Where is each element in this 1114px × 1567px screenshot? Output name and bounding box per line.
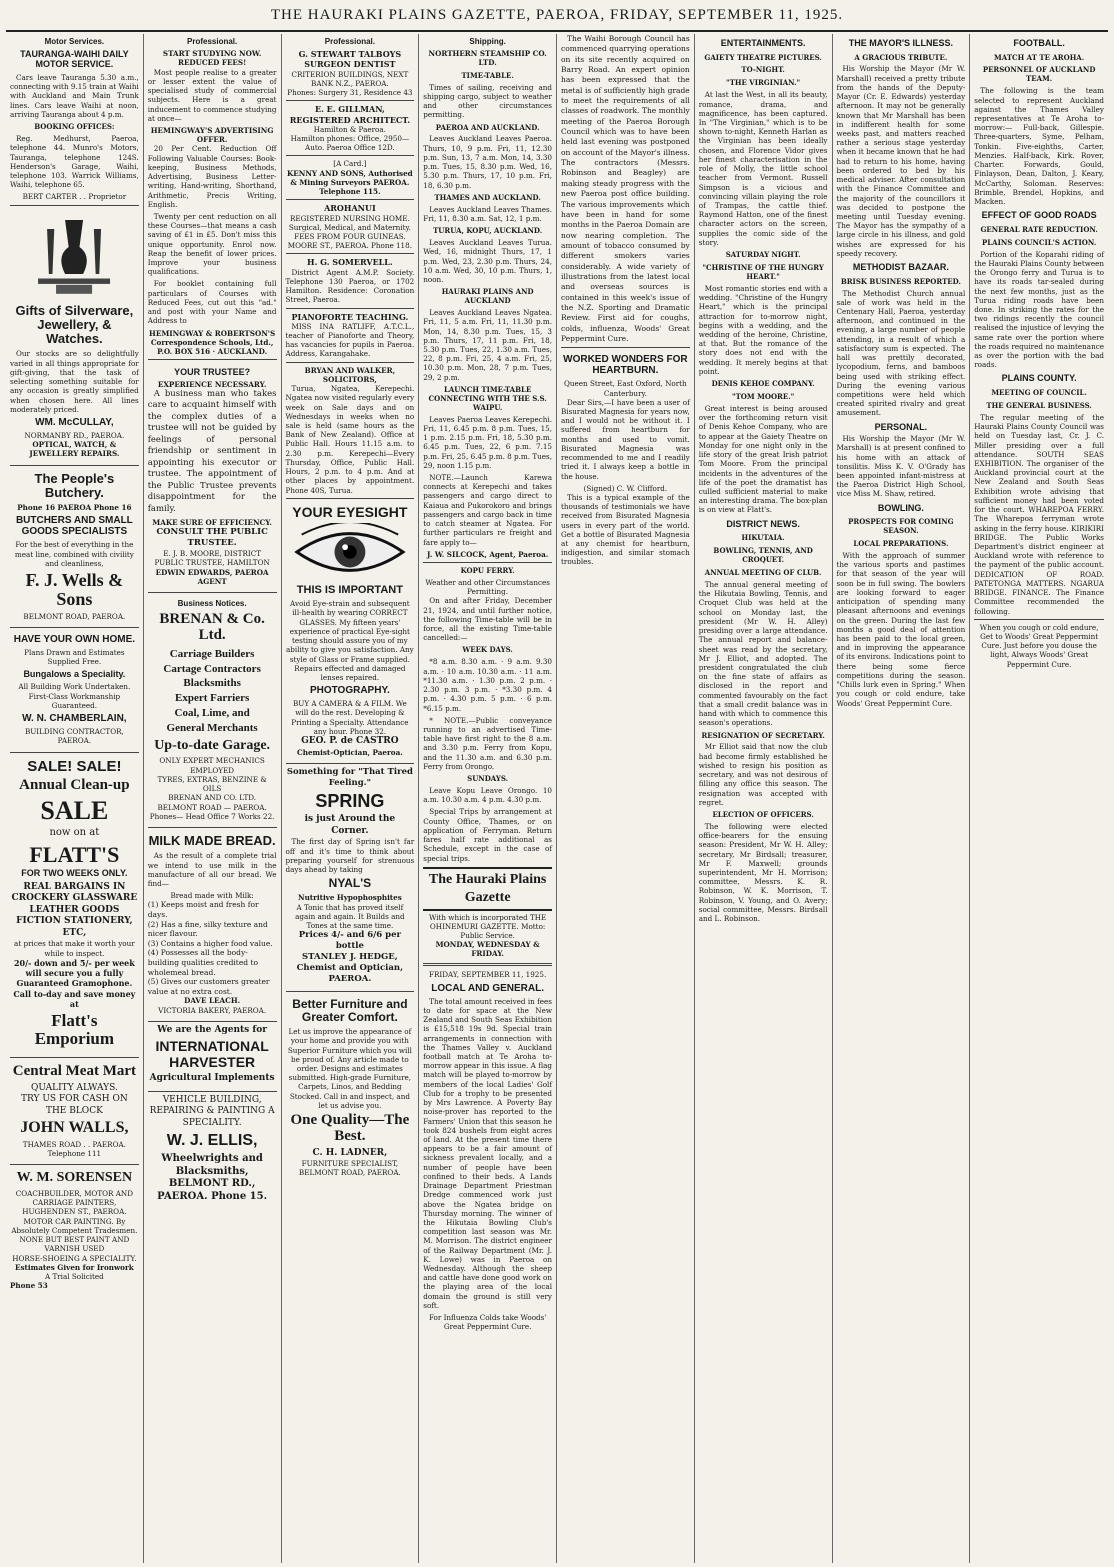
route-title: TURUA, KOPU, AUCKLAND. xyxy=(433,226,543,236)
ad-title: START STUDYING NOW. REDUCED FEES! xyxy=(162,49,262,68)
spring-tonic-ad xyxy=(286,763,415,988)
article-body: The regular meeting of the Hauraki Plains County Council was held on Tuesday last, Cr. J. C. Miller presiding over a full attendance. SOUTH SEAS EXHIBITION. The organiser of the Auckland provincial court at the New Zealand and South Seas Exhibition wrote advising that sufficient money had been voted for the court. WHAREPOA FERRY. The Wharepoa ferryman wrote asking in the ferry house. KIRIKIRI BRIDGE. The Public Works Department's district engineer at Auckland wrote with reference to the payment of the public account. DEDICATION OF ROAD. PATETONGA MATTERS. NGARUA BRIDGE. FINANCE. The Finance Committee recommended the following. xyxy=(974,412,1104,616)
ferry-text: On and after Friday, December 21, 1924, and until further notice, the following Time-table will be in force, all the existing Time-table cancelled:— xyxy=(423,596,552,643)
article-subheading: LOCAL PREPARATIONS. xyxy=(853,539,949,549)
ad-phone: Telephone 111 xyxy=(47,1149,102,1159)
article-subheading: ELECTION OF OFFICERS. xyxy=(712,809,814,819)
brenan-item: Blacksmiths xyxy=(183,677,241,690)
ferry-title: KOPU FERRY. xyxy=(460,566,515,575)
sale-ad xyxy=(10,752,139,1054)
ad-business-name: Flatt's Emporium xyxy=(34,1011,115,1048)
column-1 xyxy=(6,34,144,1563)
brenan-item: Expert Farriers xyxy=(175,692,250,705)
route-times: Leaves Auckland Leaves Turua. Wed, 16, midnight Thurs, 17, 1 p.m. Wed, 23, 2.30 p.m. Thurs, 24, 10 a.m. Wed, 30, 10 p.m. Thurs, 1, noon. xyxy=(423,238,552,284)
ferry-note: Special Trips by arrangement at County Office, Thames, or on application of Ferryman. Return fares half rate additional as Schedule, except in the case of special trips. xyxy=(423,807,552,863)
ad-slogan: One Quality—The Best. xyxy=(290,1112,410,1144)
article-body: With the approach of summer the various sports and pastimes for that season of the year will soon be in full swing. The bowlers are looking forward to eager anticipation of spending many pleasant afternoons and evenings on the green. During the last few months a good deal of attention has been paid to the local green, and in improving the appearance of its environs. Indications point to there being some fierce competitions during the season. "Chills lurk even in Spring." When you cough or cold endure, take Woods' Great Peppermint Cure. xyxy=(836,551,966,708)
silverware-illustration-icon xyxy=(29,211,119,301)
ad-text: HORSE-SHOEING A SPECIALITY. xyxy=(12,1253,137,1263)
ad-address: BRENAN AND CO. LTD. BELMONT ROAD — PAEROA. xyxy=(157,793,267,812)
article-subheading: MATCH AT TE AROHA. xyxy=(994,52,1085,62)
paper-days: MONDAY, WEDNESDAY & FRIDAY. xyxy=(435,940,540,959)
ad-address: Queen Street, East Oxford, North Canterbury. xyxy=(564,379,687,398)
ad-trade: BUILDING CONTRACTOR, PAEROA. xyxy=(24,727,124,746)
ad-business-name: F. J. Wells & Sons xyxy=(25,570,124,610)
ad-text: We are the Agents for xyxy=(157,1024,267,1035)
article-subheading: SATURDAY NIGHT. xyxy=(725,250,801,260)
ad-text: BUY A CAMERA & A FILM. We will do the rest. Developing & Printing a Specialty. Attendance any hour. Phone 32. xyxy=(291,699,409,736)
article-subheading: GENERAL RATE REDUCTION. xyxy=(980,224,1098,234)
route-times: Leaves Auckland Leaves Paeroa. Thurs, 10, 9 p.m. Fri, 11, 12.30 p.m. Sun, 13, 7 a.m. Mon, 14, 3.30 p.m. Tues, 15, 8.30 p.m. Wed, 16, 5.30 p.m. Thurs, 17, 10 p.m. Fri, 18, 6.30 p.m. xyxy=(423,134,552,190)
section-heading: BOWLING. xyxy=(877,502,924,513)
coachbuilder-ad xyxy=(10,1164,139,1293)
ad-sale-word: SALE xyxy=(40,795,109,825)
ad-trade: OPTICAL, WATCH, & JEWELLERY REPAIRS. xyxy=(29,440,120,459)
ad-business-name: W. M. SORENSEN xyxy=(16,1170,133,1186)
ad-text: A Tonic that has proved itself again and again. It Builds and Tones at the same time. xyxy=(295,902,405,931)
section-heading: THE MAYOR'S ILLNESS. xyxy=(848,38,954,48)
ferry-days: SUNDAYS. xyxy=(467,774,509,784)
ad-address: VICTORIA BAKERY, PAEROA. xyxy=(158,1005,267,1015)
milk-item: (5) Gives our customers greater value at no extra cost. xyxy=(147,977,270,996)
ad-card-label: [A Card.] xyxy=(333,159,367,169)
ad-headline: SPRING xyxy=(315,790,385,811)
article-body: The total amount received in fees to date for space at the New Zealand and South Seas Exhibition is £15,518 19s 9d. Special train arrangements in connection with the Thames Valley v. Auckland football match at Te Aroha to-morrow appear in this issue. A flag match will be played to-morrow by members of the local Ladies' Golf Club for a trophy to be presented by Mrs Lawrence. A Poverty Bay noise-prover has reported to the Farmers' Union that this season he took 824 bushels from eight acres of land. At the present time there appears to be a fair amount of sickness prevalent locally, and a number of people have been confined to their beds. A Lands Drainage Department Priestman Dredge commenced work just above the Ngatea bridge on Thursday morning. The winner of the Hikutaia Bowling Club's competition last season was Mr. M. Morrison. The district engineer of the Railway Department (Mr. J. K. Lowe) was in Paeroa on Wednesday. Although the sheep and cattle have done good work on the playing area of the local domain the ground is still very soft. xyxy=(423,996,552,1310)
ad-text: For booklet containing full particulars of Courses with Reduced Fees, cut out this "ad." and post with your Name and Address to xyxy=(147,279,277,326)
article-heading: LOCAL AND GENERAL. xyxy=(431,982,545,994)
route-title: THAMES AND AUCKLAND. xyxy=(434,192,541,202)
ad-text: TYRES, EXTRAS, BENZINE & OILS xyxy=(157,774,267,794)
ad-text: FOR TWO WEEKS ONLY. xyxy=(21,868,128,878)
ferry-times: Leave Kopu Leave Orongo. 10 a.m. 10.30 a.m. 4 p.m. 4.30 p.m. xyxy=(423,786,552,805)
article-subheading: BRISK BUSINESS REPORTED. xyxy=(840,276,961,286)
dateline: FRIDAY, SEPTEMBER 11, 1925. xyxy=(429,969,547,979)
article-footer: For Influenza Colds take Woods' Great Peppermint Cure. xyxy=(428,1313,547,1332)
ad-title: Something for "That Tired Feeling." xyxy=(286,766,413,788)
ad-text: NONE BUT BEST PAINT AND VARNISH USED xyxy=(19,1235,130,1254)
ad-text: at prices that make it worth your while to inspect. xyxy=(14,939,135,958)
milk-item: (1) Keeps moist and fresh for days. xyxy=(147,900,259,919)
ad-title: Central Meat Mart xyxy=(12,1062,137,1079)
article-subheading: RESIGNATION OF SECRETARY. xyxy=(701,730,825,740)
ad-phone: Phones: Surgery 31, Residence 43 xyxy=(287,88,413,98)
ad-text: 20/- down and 5/- per week will secure you a fully Guaranteed Gramophone. xyxy=(13,957,135,989)
ad-text: This is a typical example of the thousands of testimonials we have received from Bisurated Magnesia users in every part of the world. Get a bottle of Bisurated Magnesia at any chemist for heartburn, indigestion, and similar stomach troubles. xyxy=(561,492,690,567)
article-subheading: "THE VIRGINIAN." xyxy=(726,78,801,88)
article-subheading: PERSONNEL OF AUCKLAND TEAM. xyxy=(982,65,1096,84)
article-subheading: ANNUAL MEETING OF CLUB. xyxy=(704,568,822,578)
ad-business-name: WM. McCULLAY, xyxy=(35,417,114,429)
route-title: PAEROA AND AUCKLAND. xyxy=(435,122,540,132)
ad-text: Our stocks are so delightfully varied in all things appropriate for gift-giving, that the task of selecting something suitable for any occasion is greatly simplified when chosen here. All lines moderately priced. xyxy=(10,349,139,414)
ad-subtitle: is just Around the Corner. xyxy=(304,814,396,836)
ad-text: VEHICLE BUILDING, REPAIRING & PAINTING A SPECIALITY. xyxy=(149,1094,275,1128)
brenan-item: General Merchants xyxy=(166,721,258,734)
ad-text: REAL BARGAINS IN CROCKERY GLASSWARE LEATHER GOODS FICTION STATIONERY, ETC, xyxy=(11,881,138,938)
harvester-ad xyxy=(148,1021,277,1088)
column-3 xyxy=(282,34,420,1563)
bakery-ad xyxy=(148,827,277,1018)
ad-text: ONLY EXPERT MECHANICS EMPLOYED xyxy=(159,756,265,775)
newspaper-columns xyxy=(6,34,1108,1563)
heartburn-ad xyxy=(561,347,690,572)
paper-sub: With which is incorporated THE OHINEMURI GAZETTE. Motto: Public Service. xyxy=(428,912,547,941)
article-body: The annual general meeting of the Hikutaia Bowling, Tennis, and Croquet Club was held at the school on Monday last, the president (Mr W. H. Alley) presiding over a large attendance. The annual report and balance-sheet was read by the secretary, Mr J. Elliot, and adopted. The president congratulated the club on the fine state of affairs as disclosed in the report and commented favourably on the fact that a small credit balance was in hand with which to commence this season's operations. xyxy=(698,580,828,728)
ad-title: YOUR TRUSTEE? xyxy=(174,367,251,378)
ad-text: All Building Work Undertaken. First-Class Workmanship Guaranteed. xyxy=(18,682,131,710)
ad-address: THAMES ROAD . . PAEROA. xyxy=(22,1139,126,1149)
ad-signature: BERT CARTER . . Proprietor xyxy=(22,192,127,202)
article-body: Most romantic stories end with a wedding. "Christine of the Hungry Heart," which is the principal attraction for to-morrow night, begins with a wedding, and the wedding of the heroine, Christine, at that. But the romance of the story does not end with the wedding. It merely begins at that point. xyxy=(698,283,828,376)
milk-item: (3) Contains a higher food value. xyxy=(147,938,273,948)
article-subheading: THE GENERAL BUSINESS. xyxy=(986,400,1092,410)
ad-business-name: HEMINGWAY & ROBERTSON'S Correspondence Schools, Ltd., P.O. BOX 516 · AUCKLAND. xyxy=(149,328,276,357)
ad-title: The People's Butchery. xyxy=(34,470,115,500)
article-body: The following were elected office-bearers for the ensuing season: President, Mr W. H. Alley; secretary, Mr Birdsall; treasurer, Mr F. Maxwell; grounds superintendent, Mr H. Morrison; committee, Messrs. K. R. Robinson, W. K. Morrison, T. Robinson, V. Young, and O. Avery; social committee, Messrs. Birdsall and L. Robinson. xyxy=(698,821,828,924)
section-heading: Business Notices. xyxy=(177,598,247,608)
article-subheading: "TOM MOORE." xyxy=(731,392,795,402)
business-notices xyxy=(148,592,277,824)
ad-title: PIANOFORTE TEACHING. xyxy=(291,311,409,322)
article-footer: When you cough or cold endure, Get to Woods' Great Peppermint Cure. Just before you douse the light, Always Woods' Great Peppermint Cure. xyxy=(979,622,1099,669)
article-subheading: MEETING OF COUNCIL. xyxy=(991,388,1087,397)
ad-address: BELMONT ROAD, PAEROA. xyxy=(23,611,126,621)
ad-business-name: DAVE LEACH. xyxy=(184,996,241,1006)
ferry-sub: Weather and other Circumstances Permitting. xyxy=(425,577,550,597)
ad-text: Avoid Eye-strain and subsequent ill-health by wearing CORRECT GLASSES. My fifteen years' experience of practical Eye-sight testing should assure you of my ability to give you satisfaction. Any style of Glass or Frame supplied. Repairs effected and damaged lenses repaired. xyxy=(286,599,414,682)
ad-phone: Phones— Head Office 7 Works 22. xyxy=(149,811,275,821)
route-note: NOTE.—Launch Karewa connects at Kerepechi and takes passengers and cargo direct to Kaiaua and Pukorokoro and brings passengers and cargo back in time to catch steamer at Ngatea. For further particulars re freight and fare apply to— xyxy=(423,473,552,547)
ad-text: Let us improve the appearance of your home and provide you with Superior Furniture which you will be proud of. Any article made to order. Designs and estimates submitted. High-grade Furniture, Carpets, Linos, and Bedding Stocked. Call in and inspect, and let us advise you. xyxy=(287,1027,412,1110)
ad-business-name: AROHANUI xyxy=(324,203,376,214)
column-8 xyxy=(970,34,1108,1563)
ad-text: MISS INA RATLIFF, A.T.C.L., teacher of Pianoforte and Theory, has vacancies for pupils in Paeroa. Address, Karangahake. xyxy=(285,321,415,359)
article-subheading: PLAINS COUNCIL'S ACTION. xyxy=(981,237,1097,247)
article-body: The following is the team selected to represent Auckland against the Thames Valley representatives at Te Aroha to-morrow:— Full-back, Gillespie. Three-quarters, Syme, Pelham, Tonkin. Five-eighths, Carter, Menzies. Half-back, Kirk. Rover, Charter. Forwards, Gould, Finlayson, Dean, Dalton, J. Keary, McCarthy, Soloman. Reserves: Brimble, Brendel, Hopkins, and Macken. xyxy=(974,86,1104,206)
ad-business-name: W. N. CHAMBERLAIN, xyxy=(22,713,127,725)
ferry-days: WEEK DAYS. xyxy=(462,645,513,655)
ad-title: MILK MADE BREAD. xyxy=(148,832,276,848)
ad-text: District Agent A.M.P. Society. Telephone 130 Paeroa, or 1702 Hamilton. Residence: Coronation Street, Paeroa. xyxy=(285,267,415,305)
article-subheading: A GRACIOUS TRIBUTE. xyxy=(854,52,948,62)
ad-text: The first day of Spring isn't far off and it's time to think about preparing yourself for strenuous days ahead by taking xyxy=(285,837,415,875)
route-times: Leaves Paeroa Leaves Kerepechi. Fri, 11, 6.45 p.m. 8 p.m. Tues, 15, 1 p.m. 2.15 p.m. Fri, 18, 5.30 p.m. 6.45 p.m. Tues, 22, 6 p.m. 7.15 p.m. Fri, 25, 6.45 p.m. 8 p.m. Tues, 29, noon 1.15 p.m. xyxy=(423,414,552,470)
column-7 xyxy=(833,34,971,1563)
ad-phone: Hamilton phones: Office, 2950—Auto. Paeroa Office 12D. xyxy=(290,134,410,153)
article-subheading: DENIS KEHOE COMPANY. xyxy=(711,379,815,389)
article-subheading: HIKUTAIA. xyxy=(741,533,785,543)
ad-text: now on at xyxy=(49,827,100,839)
route-times: Leaves Auckland Leaves Thames. Fri, 11, 8.30 a.m. Sat, 12, 1 p.m. xyxy=(423,204,552,223)
article-subheading: "CHRISTINE OF THE HUNGRY HEART." xyxy=(702,263,824,281)
ad-subtitle: PHOTOGRAPHY. xyxy=(309,685,390,697)
article-subheading: BOWLING, TENNIS, AND CROQUET. xyxy=(713,546,813,565)
section-heading: Motor Services. xyxy=(44,37,105,46)
article-body: Portion of the Koparahi riding of the Hauraki Plains County between the Orongo ferry and Turua is to have its roads tar-sealed during the next few months, just as the Turua riding roads have been done. In striking the rates for the two ridings recently the council realised the injustice of levying the same rate over the portion where the roads required no maintenance as over the portion with the bad roads. xyxy=(974,249,1104,370)
ad-business-name: E. E. GILLMAN, REGISTERED ARCHITECT. xyxy=(289,104,410,125)
ad-business-name: FLATT'S xyxy=(29,841,120,867)
eye-icon xyxy=(292,523,408,581)
ad-title: TAURANGA-WAIHI DAILY MOTOR SERVICE. xyxy=(20,49,129,70)
ad-subtitle: Agricultural Implements xyxy=(149,1073,275,1084)
section-heading: METHODIST BAZAAR. xyxy=(852,262,949,273)
ad-signature: EDWIN EDWARDS, PAEROA AGENT xyxy=(155,567,269,586)
ad-signature: (Signed) C. W. Clifford. xyxy=(583,483,668,493)
butchery-ad xyxy=(10,465,139,624)
route-title: HAURAKI PLAINS AND AUCKLAND xyxy=(441,287,534,306)
ad-signature: E. J. B. MOORE, DISTRICT PUBLIC TRUSTEE, HAMILTON xyxy=(154,549,270,568)
ad-text: Dear Sirs,—I have been a user of Bisurated Magnesia for years now, and I would not be without it. I suffered from heartburn for months and used to vomit. Bisurated Magnesia was recommended to me and I readily tried it. I always keep a bottle in the house. xyxy=(561,397,690,481)
ad-subtitle: EXPERIENCE NECESSARY. xyxy=(157,379,267,389)
ad-business-name: GEO. P. de CASTRO xyxy=(301,736,399,747)
column-6 xyxy=(695,34,833,1563)
ad-subtitle: MAKE SURE OF EFFICIENCY. xyxy=(152,518,272,528)
trustee-ad xyxy=(148,359,277,589)
column-5 xyxy=(557,34,695,1563)
timetable-text: Times of sailing, receiving and shipping cargo, subject to weather and other circumstances permitting. xyxy=(423,82,552,120)
builder-ad xyxy=(10,627,139,748)
ad-business-name: W. J. ELLIS, xyxy=(166,1132,258,1150)
article-subheading: PROSPECTS FOR COMING SEASON. xyxy=(848,517,954,536)
ad-subtitle: BUTCHERS AND SMALL GOODS SPECIALISTS xyxy=(15,515,133,538)
article-body: At last the West, in all its beauty, romance, drama, and magnificence, has been captured. In "The Virginian," which is to be shown to-night, Kenneth Harlan as the Virginian has been ideally chosen, and Florence Vidor gives her finest characterisation in the role of Molly, the little school teacher from Vermont. Russell Simpson is a vicious and convincing villain playing the role of Trampas, the cattle thief. Raymond Hatton, one of the finest character actors on the screen, supplies the comic side of the story. xyxy=(698,90,828,247)
ad-price: Prices 4/- and 6/6 per bottle xyxy=(298,930,401,952)
agent-signature: J. W. SILCOCK, Agent, Paeroa. xyxy=(426,549,549,559)
brenan-list xyxy=(148,647,277,736)
ad-text: Reg. Medhurst, Paeroa, telephone 44. Munro's Motors, Tauranga, telephone 124S. Henderson's Garage, Waihi, telephone 103. Warrick Williams, Waihi, telephone 65. xyxy=(10,134,139,190)
ad-trade: Wheelwrights and Blacksmiths, xyxy=(161,1152,263,1177)
section-heading: ENTERTAINMENTS. xyxy=(720,38,806,48)
ad-address: Hamilton & Paeroa. xyxy=(313,124,386,134)
column-4 xyxy=(419,34,557,1563)
column-2 xyxy=(144,34,282,1563)
milk-list xyxy=(148,900,277,996)
article-body: His Worship the Mayor (Mr W. Marshall) is at present confined to his home with an attack of tonsilitis. Miss K. V. O'Grady has been appointed infant-mistress at the Paeroa District High School, vice Miss M. Shaw, retired. xyxy=(836,434,966,499)
ad-subtitle: CONSULT THE PUBLIC TRUSTEE. xyxy=(156,527,268,549)
ad-text: A business man who takes care to acquaint himself with the complex duties of a trustee will not be guided by feelings of personal friendship or sentiment in appointing his executor or trustee. The appointment of the Public Trustee prevents disappointment for the family. xyxy=(147,388,277,514)
section-heading: EFFECT OF GOOD ROADS xyxy=(981,210,1097,221)
paper-flag: The Hauraki Plains Gazette xyxy=(423,867,552,911)
furniture-ad xyxy=(286,991,415,1181)
ad-title: SALE! SALE! xyxy=(27,757,122,775)
ad-address: BELMONT RD., PAEROA. Phone 15. xyxy=(157,1178,268,1203)
ad-title: WORKED WONDERS FOR HEARTBURN. xyxy=(563,354,688,377)
ad-text: QUALITY ALWAYS. xyxy=(30,1082,118,1093)
milk-item: (2) Has a fine, silky texture and nicer flavour. xyxy=(147,919,268,939)
ad-title: YOUR EYESIGHT xyxy=(292,503,408,520)
ad-text: MOTOR CAR PAINTING. By Absolutely Competent Tradesmen. xyxy=(11,1216,138,1235)
article-body: His Worship the Mayor (Mr W. Marshall) received a pretty tribute from the hands of the Deputy-Mayor (Cr. E. Edwards) yesterday afternoon. It may not be generally known that Mr Marshall has been in indifferent health for some weeks past, and matters reached rather a serious stage yesterday when it became known that he had had to return to his home, having been ordered to bed by his medical adviser. After consultation with the Finance Committee and the majority of the councillors it was decided to postpone the meeting until Tuesday evening. The Mayor has the sympathy of a large circle in his illness, and gold wishes are expressed for his speedy recovery. xyxy=(836,64,966,258)
ferry-note: * NOTE.—Public conveyance running to an advertised Time-table have first right to the 8 a.m. and 3.30 p.m. Ferry from Kopu, and the 11.30 a.m. and 6.30 p.m. Ferry from Orongo. xyxy=(423,715,552,771)
meat-mart-ad xyxy=(10,1057,139,1162)
ad-address: NORMANBY RD., PAEROA. xyxy=(24,431,125,441)
eyesight-ad xyxy=(286,498,415,760)
route-title: LAUNCH TIME-TABLE CONNECTING WITH THE S.S. WAIPU. xyxy=(428,384,547,412)
ad-text: As the result of a complete trial we intend to use milk in the manufacture of all our bread. We find— xyxy=(147,851,277,888)
ad-subtitle: Up-to-date Garage. xyxy=(154,737,271,753)
section-heading: Shipping. xyxy=(469,37,506,46)
wheelwright-ad xyxy=(148,1091,277,1207)
article-body: Great interest is being aroused over the forthcoming return visit of Denis Kehoe Company, who are to appear at the Gaiety Theatre on Monday for one night only in the life story of the great Irish patriot Tom Moore. From the principal incidents in the adventures of the life of the poet the dramatist has culled sufficient material to make an interesting drama. The box-plan is on view at Flatt's. xyxy=(698,404,828,515)
article-body: Mr Elliot said that now the club had become firmly established he wished to resign his position as secretary, and was not desirous of filling any office this season. The resignation was accepted with regret. xyxy=(698,742,828,807)
article-subheading: GAIETY THEATRE PICTURES. xyxy=(704,52,822,62)
ad-text: Estimates Given for Ironwork xyxy=(15,1262,134,1272)
ad-title: INTERNATIONAL HARVESTER xyxy=(155,1038,269,1070)
ad-business-name: NYAL'S xyxy=(328,876,372,891)
ad-business-name: C. H. LADNER, xyxy=(312,1147,388,1158)
ad-subtitle: THIS IS IMPORTANT xyxy=(296,584,403,597)
ad-subtitle: Bread made with Milk: xyxy=(170,891,254,901)
ad-text: Plans Drawn and Estimates Supplied Free. xyxy=(24,648,125,667)
ad-trade: COACHBUILDER, MOTOR AND CARRIAGE PAINTERS, HUGHENDEN ST., PAEROA. xyxy=(15,1188,133,1217)
ad-trade: Chemist-Optician, Paeroa. xyxy=(297,747,403,757)
ad-text: TRY US FOR CASH ON THE BLOCK xyxy=(21,1094,128,1116)
article-body: The Methodist Church annual sale of work was held in the Centenary Hall, Paeroa, yesterday afternoon, and continued in the evening, a large number of people attending, in a result of which a satisfactory sum is expected. The hall was prettily decorated, lycopodium, ferns, and bamboos being used with striking effect. During the evening various competitions were held which created spirited rivalry and great amusement. xyxy=(836,288,966,418)
ad-address: CRITERION BUILDINGS, NEXT BANK N.Z., PAEROA. xyxy=(291,69,409,88)
ad-business-name: BRYAN AND WALKER, SOLICITORS, xyxy=(304,365,396,384)
shipping-company: NORTHERN STEAMSHIP CO. LTD. xyxy=(428,49,547,68)
ferry-times: *8 a.m. 8.30 a.m. · 9 a.m. 9.30 a.m. · 10 a.m. 10.30 a.m. · 11 a.m. *11.30 a.m. · 1.30 p.m. 2 p.m. · 2.30 p.m. 3 p.m. · *3.30 p.m. 4 p.m. · 4.30 p.m. 5 p.m. · 6 p.m. *6.15 p.m. xyxy=(423,657,552,713)
brenan-item: Carriage Builders xyxy=(169,647,255,660)
ad-title: HAVE YOUR OWN HOME. xyxy=(13,634,136,646)
ad-subtitle: BOOKING OFFICES: xyxy=(34,122,115,132)
ad-address: FURNITURE SPECIALIST, BELMONT ROAD, PAEROA. xyxy=(298,1159,401,1178)
ad-text: 20 Per Cent. Reduction Off Following Valuable Courses: Book-keeping, Business Methods, Advertising, Business Letter-writing, Hand-writing, Shorthand, Arithmetic, Precis Writing, English. xyxy=(147,144,277,209)
ad-text: Turua, Ngatea, Kerepechi. Ngatea now visited regularly every week on Sale days and on Wednesdays in weeks when no sale is held (same hours as the Bank of New Zealand). Office at Public Hall. Hours 11.15 a.m. to 2.30 p.m. Kerepechi—Every Thursday, Office, Public Hall. Hours, 2 p.m. to 4 p.m. And at other places by appointment. Phone 40S, Turua. xyxy=(285,384,415,495)
section-heading: FOOTBALL. xyxy=(1013,38,1065,48)
ad-text: Twenty per cent reduction on all these Courses—that means a cash saving of £1 in £5. Don't miss this unique opportunity. Enrol now. Reap the benefit of lower prices. Improve your business qualifications. xyxy=(147,211,277,277)
ad-signature: STANLEY J. HEDGE, Chemist and Optician, PAEROA. xyxy=(296,952,404,984)
ad-title: Gifts of Silverware, Jewellery, & Watches. xyxy=(15,302,134,347)
ad-business-name: H. G. SOMERVELL. xyxy=(307,257,393,268)
ad-title: Better Furniture and Greater Comfort. xyxy=(292,996,408,1024)
ad-business-name: BRENAN & Co. Ltd. xyxy=(159,611,265,643)
jewellery-ad xyxy=(10,205,139,462)
brenan-item: Cartage Contractors xyxy=(163,662,261,675)
ad-subtitle: Annual Clean-up xyxy=(19,777,130,794)
brenan-item: Coal, Lime, and xyxy=(174,707,250,720)
section-heading: Professional. xyxy=(187,37,238,46)
ad-phone: Phone 16 PAEROA Phone 16 xyxy=(17,503,132,513)
ad-business-name: JOHN WALLS, xyxy=(20,1119,129,1137)
ad-subtitle: Nutritive Hypophosphites xyxy=(298,893,402,903)
ad-text: For the best of everything in the meat line, combined with civility and cleanliness, xyxy=(14,540,134,568)
milk-item: (4) Possesses all the body-building qualities credited to wholemeal bread. xyxy=(147,948,258,977)
timetable-title: TIME-TABLE. xyxy=(461,70,514,80)
ad-text: A Trial Solicited xyxy=(44,1271,104,1281)
ad-business-name: G. STEWART TALBOYS SURGEON DENTIST xyxy=(298,49,402,70)
section-heading: PERSONAL. xyxy=(874,421,928,432)
masthead xyxy=(6,0,1108,32)
route-times: Leaves Auckland Leaves Ngatea. Fri, 11, 5 a.m. Fri, 11, 11.30 p.m. Mon, 14, 8.30 p.m. Tues, 15, 3 p.m. Thurs, 17, 11 p.m. Fri, 18, 5.30 p.m. Tues, 22, 1.30 a.m. Tues, 22, 8 p.m. Fri, 25, 4 a.m. Fri, 25, 10.30 p.m. Mon, 28, 7 p.m. Tues, 29, 2 p.m. xyxy=(423,308,552,382)
section-heading: DISTRICT NEWS. xyxy=(726,518,800,529)
ad-phone: Phone 53 xyxy=(10,1281,48,1291)
ad-text: Most people realise to a greater or lesser extent the value of specialised study of commercial subjects. Here is a great inducement to commence studying at once— xyxy=(147,67,277,123)
ad-text: REGISTERED NURSING HOME. Surgical, Medical, and Maternity. FEES FROM FOUR GUINEAS. MOORE ST., PAEROA. Phone 118. xyxy=(287,213,412,251)
ad-business-name: KENNY AND SONS, Authorised & Mining Surveyors PAEROA. Telephone 115. xyxy=(287,168,413,197)
ad-subtitle: HEMINGWAY'S ADVERTISING OFFER. xyxy=(150,125,274,145)
ad-text: Call to-day and save money at xyxy=(13,988,136,1009)
ad-text: Cars leave Tauranga 5.30 a.m., connecting with 9.15 train at Waihi with Auckland and Main Trunk lines. Cars leave Waihi at noon, arriving Tauranga about 4 p.m. xyxy=(10,73,139,119)
ad-subtitle: Bungalows a Speciality. xyxy=(23,668,126,679)
masthead-title: THE HAURAKI PLAINS GAZETTE, PAEROA, FRIDAY, SEPTEMBER 11, 1925. xyxy=(270,6,844,23)
section-heading: PLAINS COUNTY. xyxy=(1001,373,1077,384)
section-heading: Professional. xyxy=(324,37,375,46)
article-subheading: TO-NIGHT. xyxy=(741,65,785,75)
article-body: The Waihi Borough Council has commenced quarrying operations on its site recently acquired on Barry Road. An expert opinion has been expressed that the metal is of sufficiently high grade to meet the requirements of all classes of roadwork. The monthly meeting of the Paeroa Borough Council which was to have been held last evening was postponed on account of the Mayor's illness. The contractors (Messrs. Robinson and Beagley) are making steady progress with the new Paeroa post office building. The various improvements which have been in hand for some months in the Paeroa Domain are now nearing completion. The amount of tobacco consumed by different smokers varies considerably. A wide variety of illustrations from the latest local and overseas sources is contained in this week's issue of the N.Z. Sporting and Dramatic Review. First aid for coughs, colds, influenza, Woods' Great Peppermint Cure. xyxy=(561,34,690,343)
